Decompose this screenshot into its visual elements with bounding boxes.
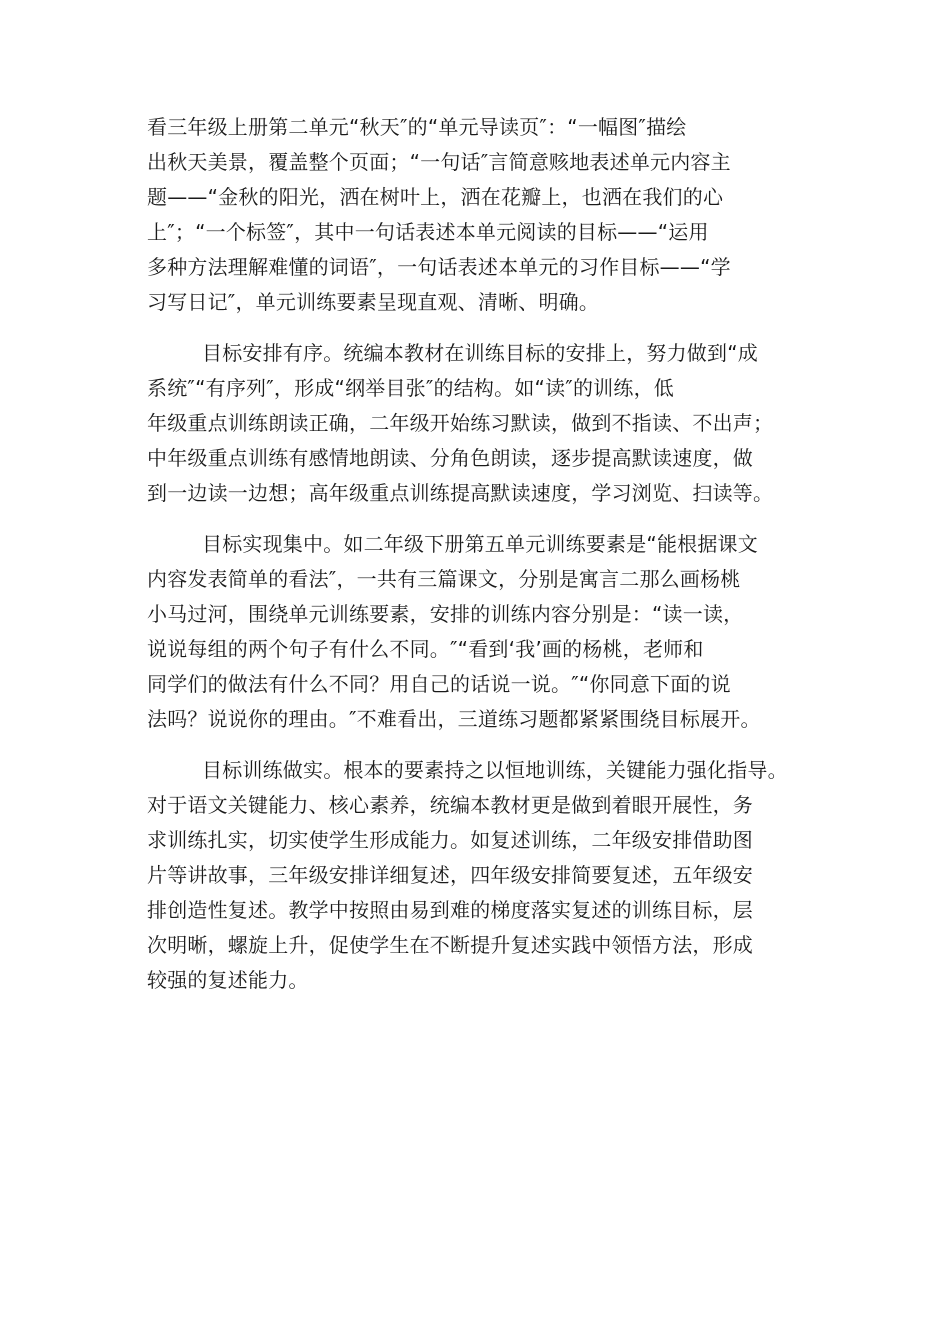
text-line: 同学们的做法有什么不同？用自己的话说一说。″“你同意下面的说 bbox=[147, 672, 731, 696]
text-line: 中年级重点训练有感情地朗读、分角色朗读，逐步提高默读速度，做 bbox=[147, 446, 753, 470]
text-line: 排创造性复述。教学中按照由易到难的梯度落实复述的训练目标，层 bbox=[147, 898, 753, 922]
text-line: 习写日记″，单元训练要素呈现直观、清晰、明确。 bbox=[147, 290, 600, 314]
text-line: 目标实现集中。如二年级下册第五单元训练要素是“能根据课文 bbox=[202, 532, 758, 556]
text-line: 较强的复述能力。 bbox=[147, 968, 309, 992]
text-line: 系统″“有序列″，形成“纲举目张″的结构。如“读″的训练，低 bbox=[147, 376, 674, 400]
text-line: 上″；“一个标签″，其中一句话表述本单元阅读的目标——“运用 bbox=[147, 220, 709, 244]
text-line: 题——“金秋的阳光，洒在树叶上，洒在花瓣上，也洒在我们的心 bbox=[147, 185, 724, 209]
text-line: 求训练扎实，切实使学生形成能力。如复述训练，二年级安排借助图 bbox=[147, 828, 753, 852]
text-line: 到一边读一边想；高年级重点训练提高默读速度，学习浏览、扫读等。 bbox=[147, 481, 774, 505]
paragraph-goal-ordered bbox=[147, 336, 807, 511]
text-line: 目标训练做实。根本的要素持之以恒地训练，关键能力强化指导。 bbox=[202, 758, 788, 782]
text-line: 片等讲故事，三年级安排详细复述，四年级安排简要复述，五年级安 bbox=[147, 863, 753, 887]
paragraph-unit-reading-page bbox=[147, 110, 807, 320]
text-line: 法吗？说说你的理由。″不难看出，三道练习题都紧紧围绕目标展开。 bbox=[147, 707, 761, 731]
document-body bbox=[147, 110, 807, 1014]
paragraph-goal-solid bbox=[147, 753, 807, 998]
text-line: 小马过河，围绕单元训练要素，安排的训练内容分别是：“读一读， bbox=[147, 602, 744, 626]
text-line: 对于语文关键能力、核心素养，统编本教材更是做到着眼开展性，务 bbox=[147, 793, 753, 817]
text-line: 目标安排有序。统编本教材在训练目标的安排上，努力做到“成 bbox=[202, 341, 758, 365]
text-line: 出秋天美景，覆盖整个页面；“一句话″言简意赅地表述单元内容主 bbox=[147, 150, 731, 174]
text-line: 看三年级上册第二单元“秋天″的“单元导读页″：“一幅图″描绘 bbox=[147, 115, 687, 139]
text-line: 说说每组的两个句子有什么不同。″“看到‘我’画的杨桃，老师和 bbox=[147, 637, 704, 661]
text-line: 多种方法理解难懂的词语″，一句话表述本单元的习作目标——“学 bbox=[147, 255, 731, 279]
text-line: 次明晰，螺旋上升，促使学生在不断提升复述实践中领悟方法，形成 bbox=[147, 933, 753, 957]
text-line: 内容发表简单的看法″，一共有三篇课文，分别是寓言二那么画杨桃 bbox=[147, 567, 741, 591]
paragraph-goal-focused bbox=[147, 527, 807, 737]
text-line: 年级重点训练朗读正确，二年级开始练习默读，做到不指读、不出声； bbox=[147, 411, 774, 435]
